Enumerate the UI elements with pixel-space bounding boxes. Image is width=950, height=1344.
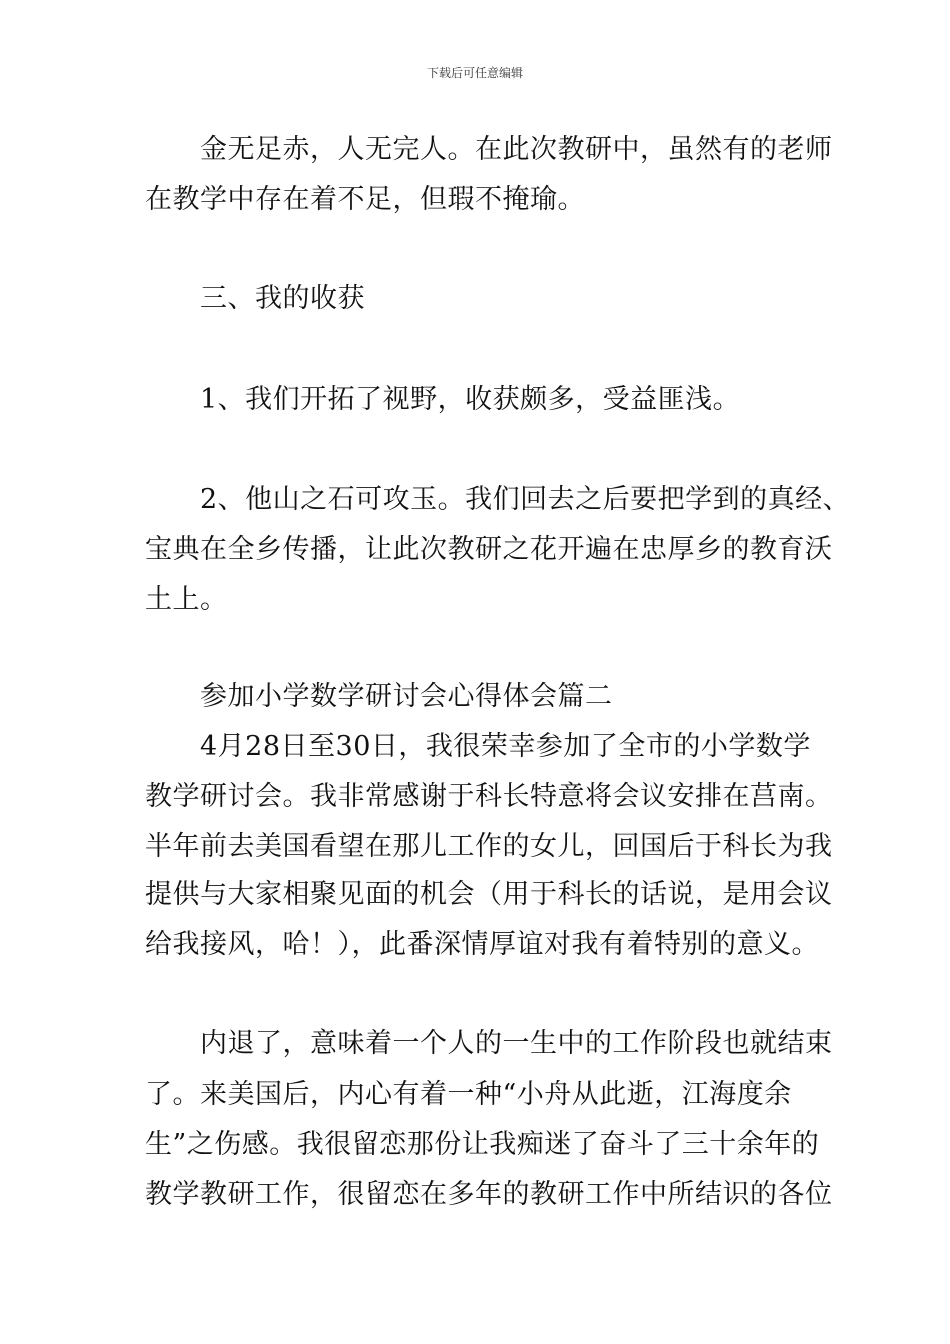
- paragraph-line: 提供与大家相聚见面的机会（用于科长的话说，是用会议: [145, 879, 833, 910]
- paragraph-line: 生”之伤感。我很留恋那份让我痴迷了奋斗了三十余年的: [145, 1129, 820, 1160]
- list-item: 1、我们开拓了视野，收获颇多，受益匪浅。: [145, 384, 741, 415]
- article-title: 参加小学数学研讨会心得体会篇二: [145, 681, 613, 712]
- page-header: 下载后可任意编辑: [426, 66, 523, 80]
- paragraph-line: 教学研讨会。我非常感谢于科长特意将会议安排在莒南。: [145, 781, 833, 812]
- paragraph-line: 金无足赤，人无完人。在此次教研中，虽然有的老师: [145, 134, 833, 165]
- paragraph-line: 给我接风，哈！），此番深情厚谊对我有着特别的意义。: [145, 929, 819, 960]
- paragraph-line: 土上。: [145, 584, 228, 615]
- list-item: 2、他山之石可攻玉。我们回去之后要把学到的真经、: [145, 484, 851, 515]
- paragraph-line: 教学教研工作，很留恋在多年的教研工作中所结识的各位: [145, 1179, 833, 1210]
- paragraph-line: 了。来美国后，内心有着一种“小舟从此逝，江海度余: [145, 1079, 792, 1110]
- paragraph-line: 在教学中存在着不足，但瑕不掩瑜。: [145, 184, 585, 215]
- paragraph-line: 半年前去美国看望在那儿工作的女儿，回国后于科长为我: [145, 831, 833, 862]
- paragraph-line: 内退了，意味着一个人的一生中的工作阶段也就结束: [145, 1028, 833, 1059]
- paragraph-line: 4月28日至30日，我很荣幸参加了全市的小学数学: [145, 731, 811, 762]
- paragraph-line: 宝典在全乡传播，让此次教研之花开遍在忠厚乡的教育沃: [145, 534, 833, 565]
- section-heading: 三、我的收获: [145, 283, 365, 314]
